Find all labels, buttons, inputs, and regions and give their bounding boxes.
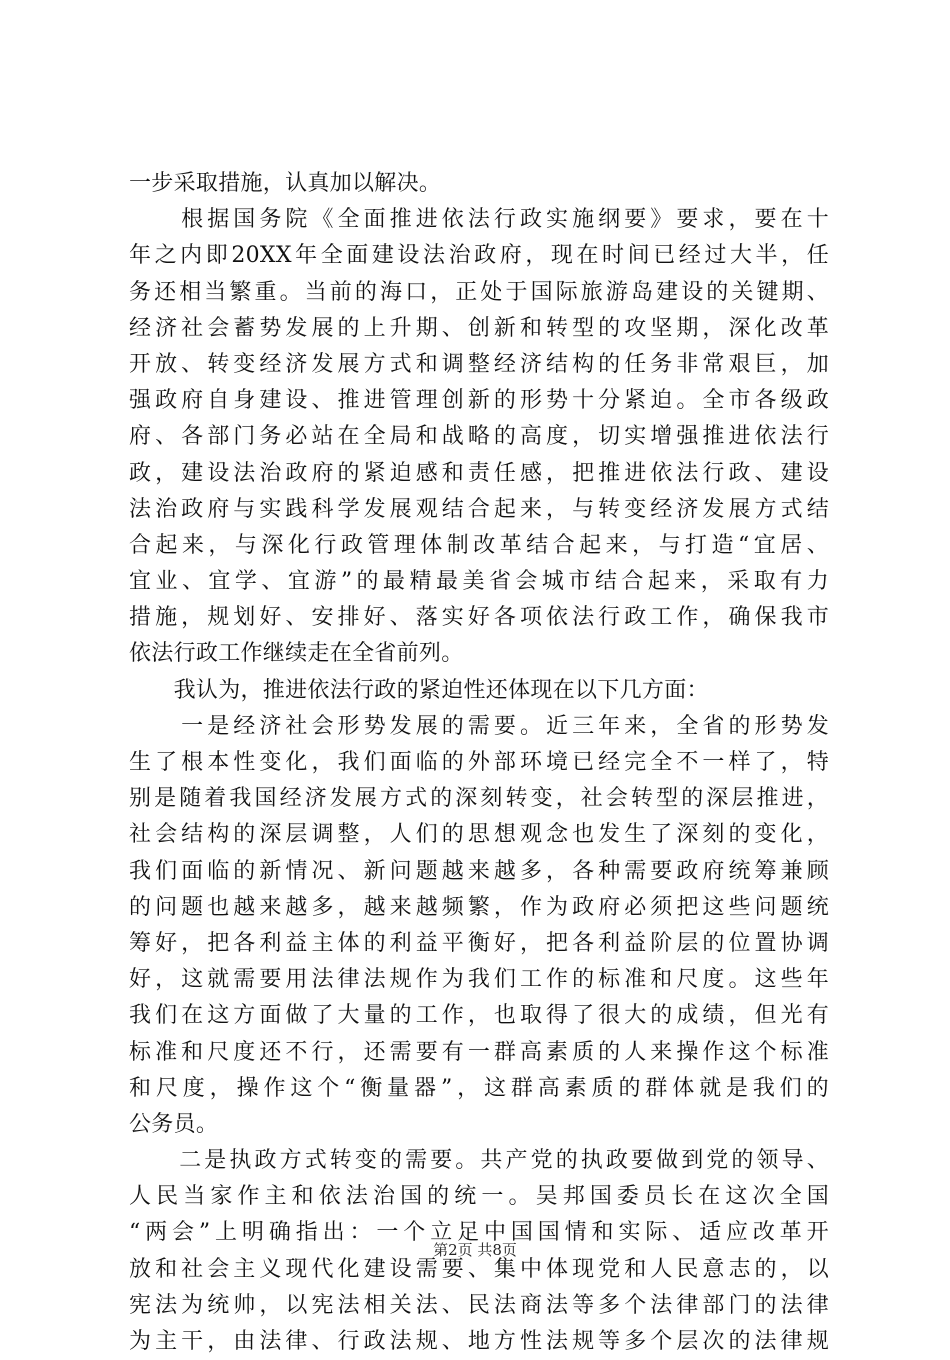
text-line: 措施，规划好、安排好、落实好各项依法行政工作，确保我市 bbox=[129, 605, 829, 631]
text-line: 生了根本性变化，我们面临的外部环境已经完全不一样了，特 bbox=[129, 750, 829, 775]
text-line: 年之内即20XX年全面建设法治政府，现在时间已经过大半，任 bbox=[129, 243, 829, 269]
text-line: 我们面临的新情况、新问题越来越多，各种需要政府统筹兼顾 bbox=[129, 858, 829, 884]
text-line: 公务员。 bbox=[129, 1111, 219, 1137]
text-line: 筹好，把各利益主体的利益平衡好，把各利益阶层的位置协调 bbox=[129, 930, 829, 956]
text-line: 标准和尺度还不行，还需要有一群高素质的人来操作这个标准 bbox=[129, 1039, 829, 1065]
text-line: 社会结构的深层调整，人们的思想观念也发生了深刻的变化， bbox=[129, 822, 829, 848]
page-footer: 第2页 共8页 bbox=[433, 1241, 517, 1259]
text-line: 的问题也越来越多，越来越频繁，作为政府必须把这些问题统 bbox=[129, 894, 829, 920]
text-line: 一是经济社会形势发展的需要。近三年来，全省的形势发 bbox=[129, 713, 829, 739]
text-line: 合起来，与深化行政管理体制改革结合起来，与打造“宜居、 bbox=[129, 532, 829, 558]
text-line: 一步采取措施，认真加以解决。 bbox=[129, 171, 442, 196]
text-line: 好，这就需要用法律法规作为我们工作的标准和尺度。这些年 bbox=[129, 967, 829, 993]
text-line: 依法行政工作继续走在全省前列。 bbox=[129, 641, 464, 667]
text-line: 二是执政方式转变的需要。共产党的执政要做到党的领导、 bbox=[129, 1148, 829, 1174]
text-line: 人民当家作主和依法治国的统一。吴邦国委员长在这次全国 bbox=[129, 1184, 829, 1210]
text-line: 政，建设法治政府的紧迫感和责任感，把推进依法行政、建设 bbox=[129, 460, 829, 486]
text-line: 开放、转变经济发展方式和调整经济结构的任务非常艰巨，加 bbox=[129, 351, 829, 377]
text-line: 和尺度，操作这个“衡量器”，这群高素质的群体就是我们的 bbox=[129, 1075, 829, 1101]
text-line: 我认为，推进依法行政的紧迫性还体现在以下几方面： bbox=[129, 677, 709, 703]
text-line: 为主干，由法律、行政法规、地方性法规等多个层次的法律规 bbox=[129, 1329, 829, 1354]
text-line: 放和社会主义现代化建设需要、集中体现党和人民意志的，以 bbox=[129, 1256, 829, 1282]
text-line: 经济社会蓄势发展的上升期、创新和转型的攻坚期，深化改革 bbox=[129, 315, 829, 341]
text-line: 宜业、宜学、宜游”的最精最美省会城市结合起来，采取有力 bbox=[129, 569, 829, 595]
text-line: “两会”上明确指出：一个立足中国国情和实际、适应改革开 bbox=[129, 1220, 829, 1246]
text-line: 我们在这方面做了大量的工作，也取得了很大的成绩，但光有 bbox=[129, 1003, 829, 1029]
text-line: 根据国务院《全面推进依法行政实施纲要》要求，要在十 bbox=[129, 207, 829, 233]
text-line: 宪法为统帅，以宪法相关法、民法商法等多个法律部门的法律 bbox=[129, 1292, 829, 1318]
text-line: 别是随着我国经济发展方式的深刻转变，社会转型的深层推进， bbox=[129, 786, 829, 812]
document-body bbox=[129, 166, 829, 1360]
text-line: 强政府自身建设、推进管理创新的形势十分紧迫。全市各级政 bbox=[129, 388, 829, 414]
text-line: 务还相当繁重。当前的海口，正处于国际旅游岛建设的关键期、 bbox=[129, 279, 829, 305]
text-line: 法治政府与实践科学发展观结合起来，与转变经济发展方式结 bbox=[129, 496, 829, 522]
text-line: 府、各部门务必站在全局和战略的高度，切实增强推进依法行 bbox=[129, 424, 829, 450]
